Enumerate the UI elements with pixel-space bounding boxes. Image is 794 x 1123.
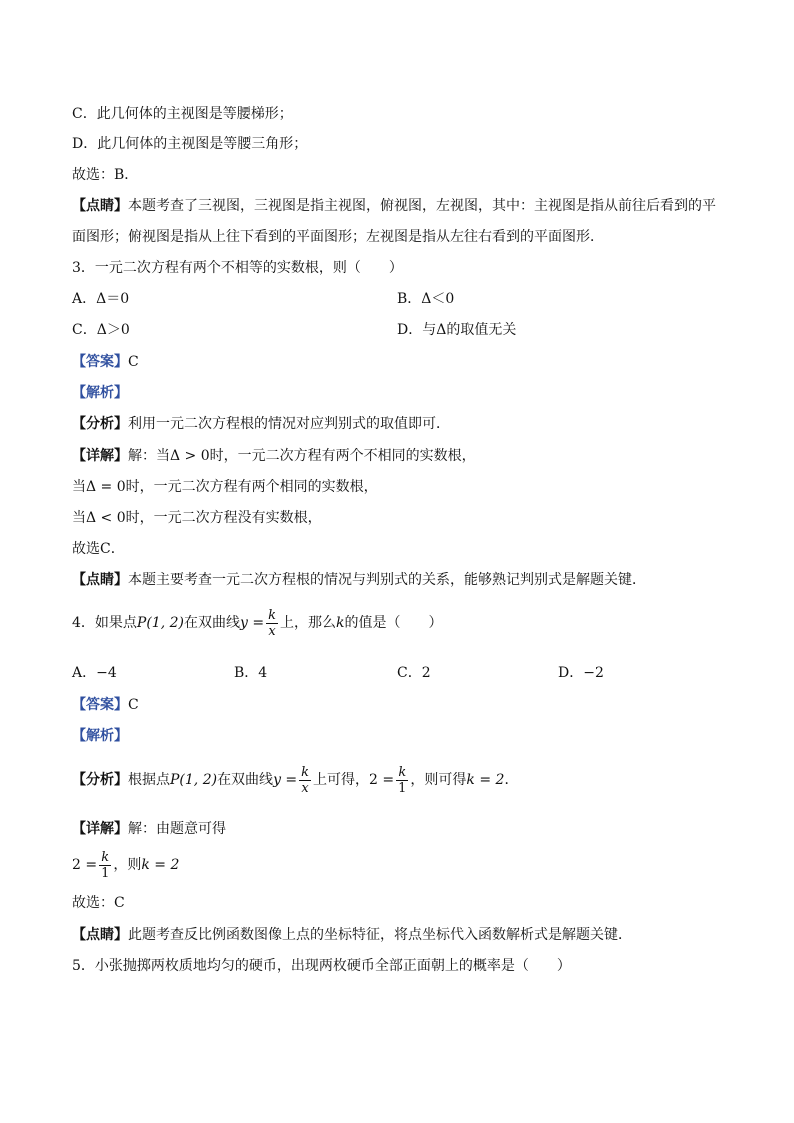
q3-answer (72, 352, 139, 372)
q3-fenxi (72, 414, 450, 434)
xiangjie-text: 解：由题意可得 (128, 821, 226, 837)
fenxi-text: 利用一元二次方程根的情况对应判别式的取值即可． (128, 416, 450, 432)
answer-value: C (128, 697, 139, 713)
jiexi-tag: 【解析】 (72, 728, 128, 744)
dianjing-text: 本题主要考查一元二次方程根的情况与判别式的关系，能够熟记判别式是解题关键． (128, 572, 646, 588)
point-p: P(1, 2) (136, 615, 184, 631)
q4-xiangjie (72, 819, 226, 839)
answer-tag: 【答案】 (72, 354, 128, 370)
q4-stem (72, 606, 442, 640)
option-d-prev: D．此几何体的主视图是等腰三角形； (72, 136, 308, 152)
fraction-k-over-1 (396, 765, 408, 796)
q4-stem-post: 上，那么 (279, 615, 336, 631)
numerator: k (99, 850, 111, 866)
q3-xiangjie2: 当Δ = 0时，一元二次方程有两个相同的实数根， (72, 479, 378, 495)
q4-option-b: B．4 (234, 665, 268, 681)
eq-post: ，则 (113, 857, 142, 873)
q3-stem: 3．一元二次方程有两个不相等的实数根，则（ ） (72, 260, 403, 276)
q3-xiangjie1 (72, 446, 476, 466)
denominator: x (268, 623, 276, 639)
q4-equation (72, 848, 179, 882)
dianjing-tag: 【点睛】 (72, 198, 128, 214)
fraction-k-over-x (299, 765, 311, 796)
jiexi-tag: 【解析】 (72, 385, 128, 401)
option-c-prev: C．此几何体的主视图是等腰梯形； (72, 106, 293, 122)
numerator: k (301, 764, 310, 780)
q3-choose: 故选C． (72, 541, 125, 557)
fenxi-mid: 在双曲线 (217, 772, 274, 788)
answer-tag: 【答案】 (72, 697, 128, 713)
q3-option-c: C．Δ＞0 (72, 322, 130, 338)
dianjing-tag: 【点睛】 (72, 927, 128, 943)
fenxi-tag: 【分析】 (72, 416, 128, 432)
fenxi-post: ，则可得 (410, 772, 467, 788)
q4-answer (72, 695, 139, 715)
denominator: x (301, 780, 309, 796)
fenxi-tag: 【分析】 (72, 772, 128, 788)
q4-option-c: C．2 (397, 665, 431, 681)
q4-stem-end: 的值是（ ） (344, 615, 443, 631)
fenxi-end: ． (504, 772, 519, 788)
numerator: k (396, 765, 408, 781)
q3-jiexi (72, 383, 128, 403)
var-k: k (335, 615, 345, 631)
answer-value: C (128, 354, 139, 370)
numerator: k (268, 607, 276, 623)
xiangjie-tag: 【详解】 (72, 448, 128, 464)
q3-dianjing (72, 570, 646, 590)
point-p: P(1, 2) (170, 772, 218, 788)
dianjing-prev-line1 (72, 196, 716, 216)
fenxi-mid2: 上可得， (313, 772, 370, 788)
fraction-k-over-1 (99, 850, 111, 881)
fenxi-pre: 根据点 (128, 772, 170, 788)
q3-option-a: A．Δ＝0 (72, 291, 130, 307)
q4-fenxi (72, 763, 518, 797)
two-equals: 2 = (72, 857, 98, 873)
q4-stem-mid: 在双曲线 (183, 615, 240, 631)
q5-stem: 5．小张抛掷两枚质地均匀的硬币，出现两枚硬币全部正面朝上的概率是（ ） (72, 958, 571, 974)
xiangjie-tag: 【详解】 (72, 821, 128, 837)
q3-option-d: D．与Δ的取值无关 (397, 322, 517, 338)
q4-stem-pre: 4．如果点 (72, 615, 137, 631)
denominator: 1 (398, 780, 407, 796)
fraction-k-over-x (266, 608, 278, 639)
dianjing-tag: 【点睛】 (72, 572, 128, 588)
q4-dianjing (72, 925, 632, 945)
q3-xiangjie3: 当Δ < 0时，一元二次方程没有实数根， (72, 510, 322, 526)
denominator: 1 (101, 865, 110, 881)
q4-choose: 故选：C (72, 895, 125, 911)
dianjing-text: 此题考查反比例函数图像上点的坐标特征，将点坐标代入函数解析式是解题关键． (128, 927, 632, 943)
q4-jiexi (72, 726, 128, 746)
q3-option-b: B．Δ＜0 (397, 291, 455, 307)
xiangjie-text: 解：当Δ > 0时，一元二次方程有两个不相同的实数根， (128, 448, 476, 464)
result-k: k = 2 (141, 857, 180, 873)
result-k: k = 2 (466, 772, 505, 788)
y-equals: y = (273, 772, 298, 788)
two-equals: 2 = (369, 772, 395, 788)
dianjing-prev-line2: 面图形；俯视图是指从上往下看到的平面图形；左视图是指从左往右看到的平面图形． (72, 229, 604, 245)
y-equals: y = (239, 615, 265, 631)
q4-option-d: D．−2 (558, 665, 604, 681)
dianjing-text: 本题考查了三视图，三视图是指主视图，俯视图，左视图，其中：主视图是指从前往后看到的平 (128, 198, 716, 214)
choose-prev: 故选：B． (72, 167, 139, 183)
q4-option-a: A．−4 (72, 665, 117, 681)
